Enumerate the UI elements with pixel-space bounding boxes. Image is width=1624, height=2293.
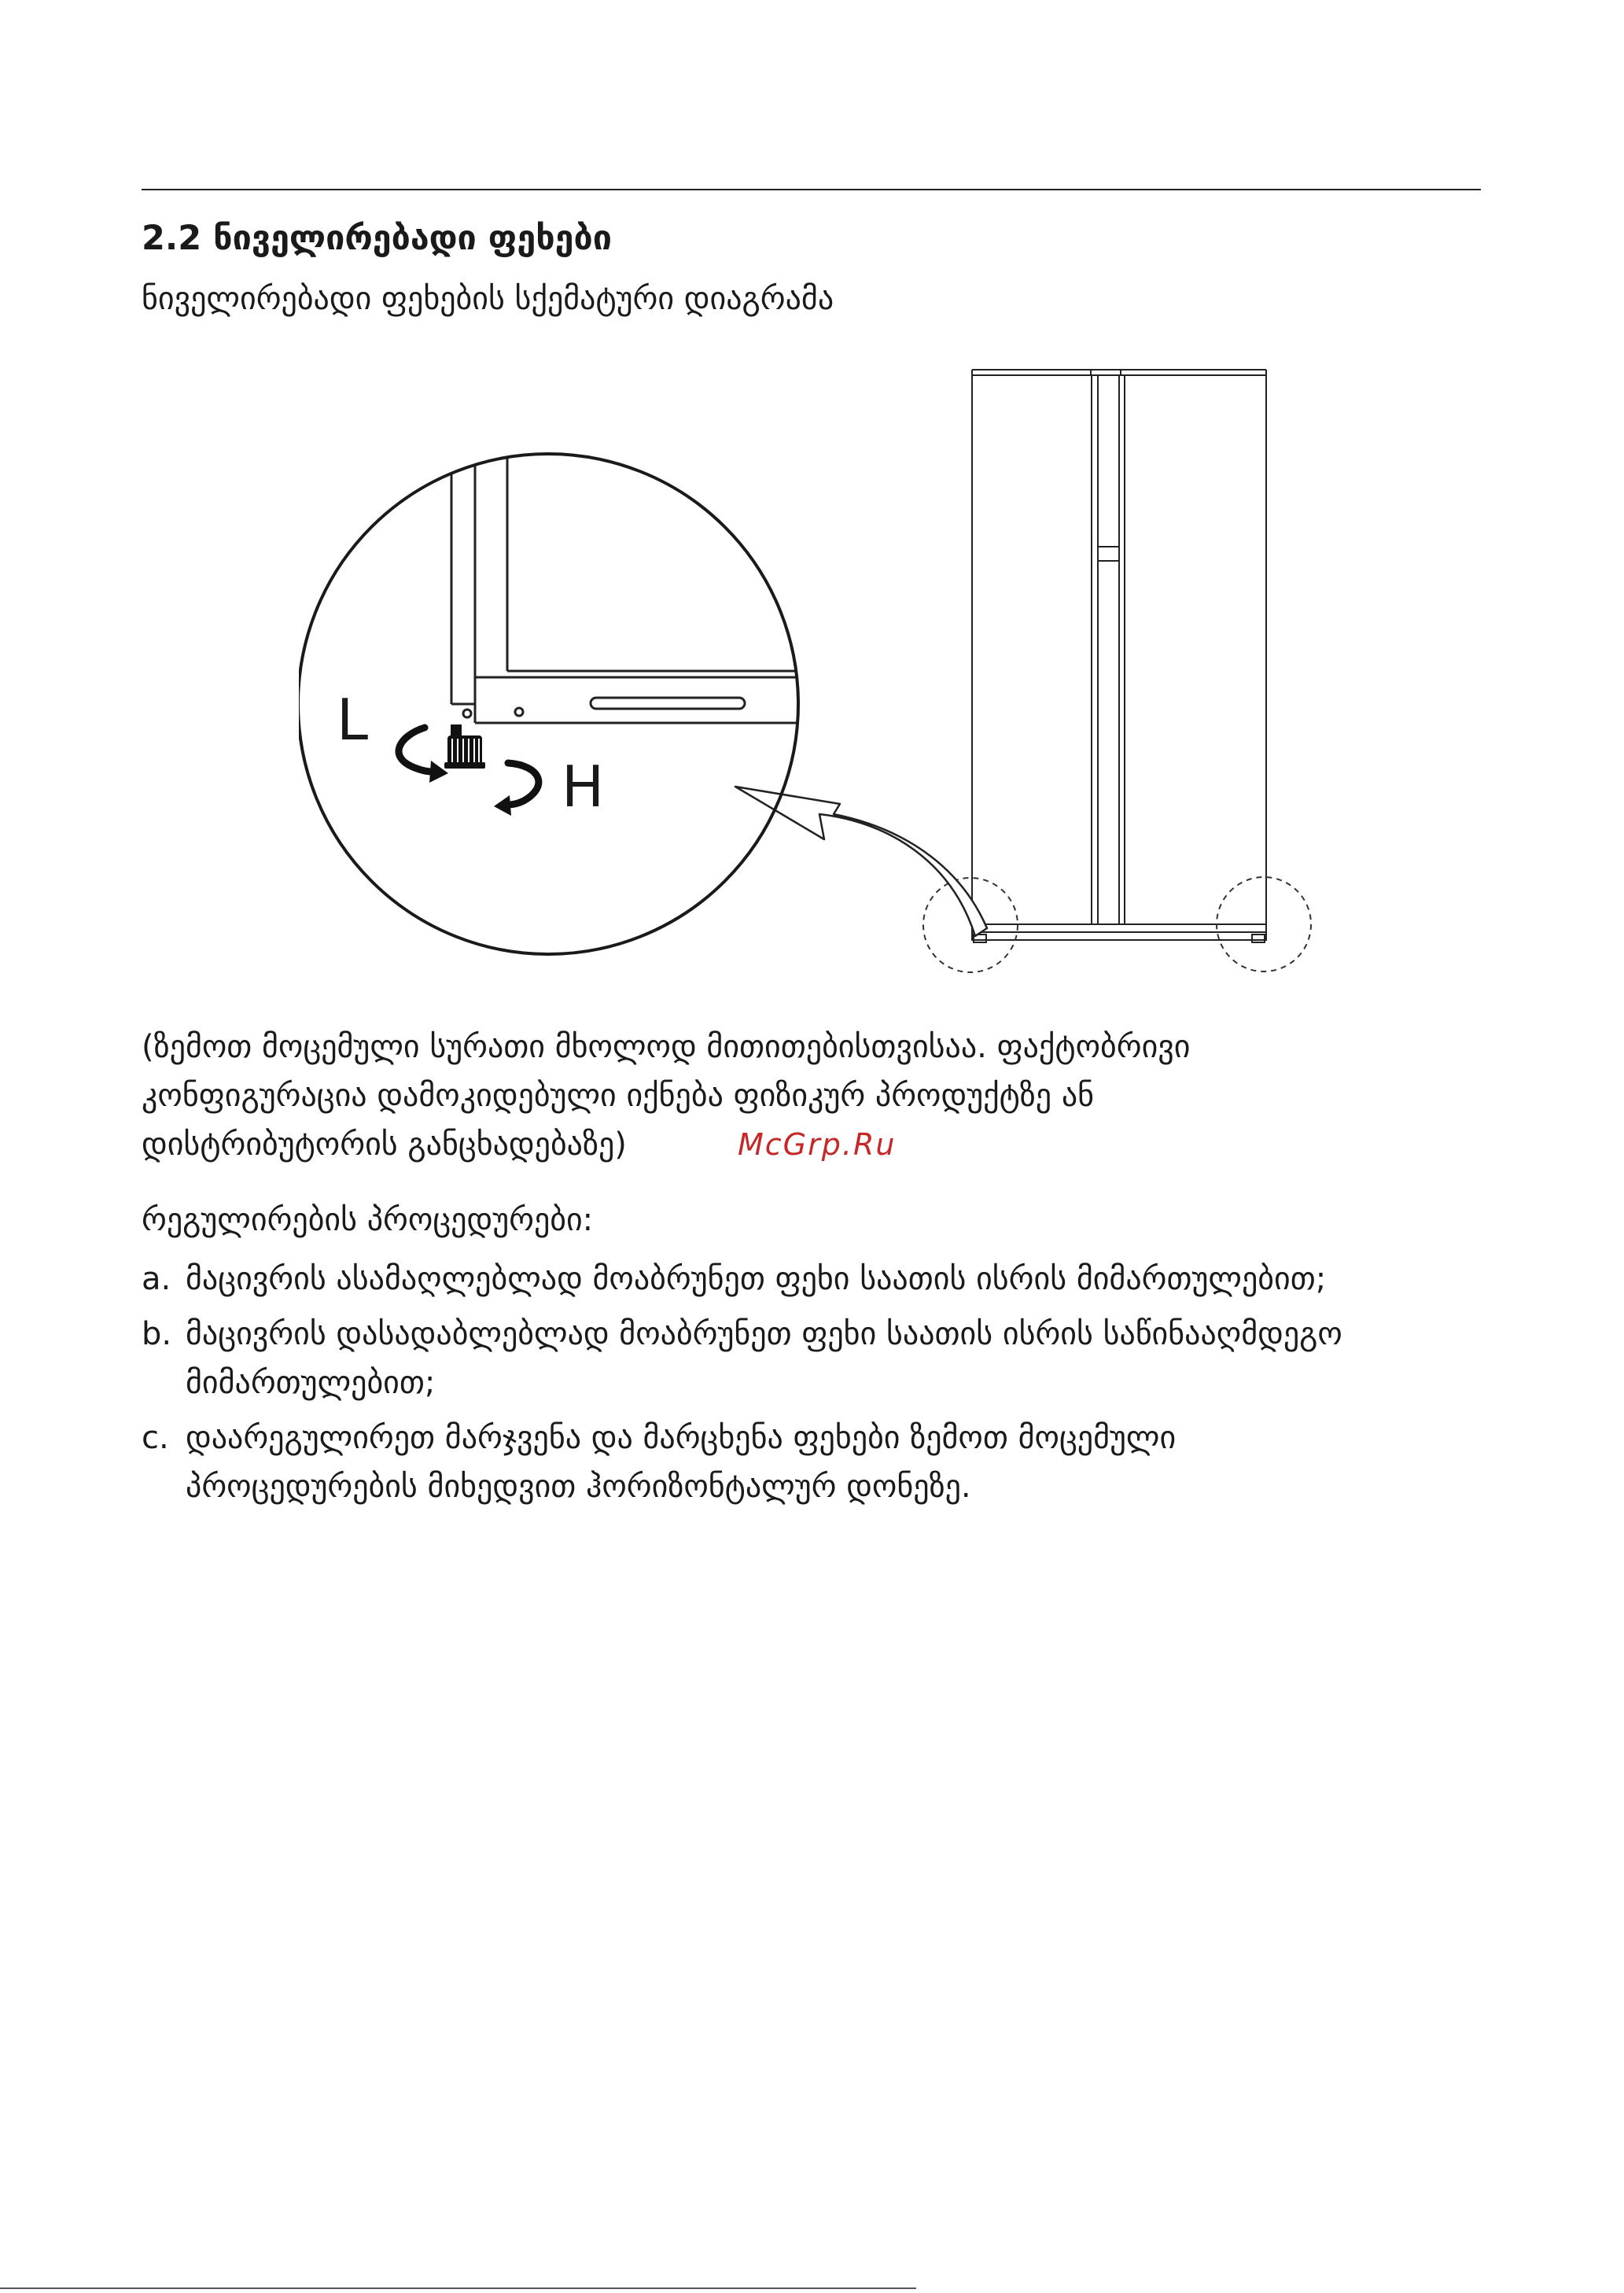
note-line: (ზემოთ მოცემული სურათი მხოლოდ მითითებისთვისაა. ფაქტობრივი [142, 1029, 1191, 1065]
diagram-subtitle: ნიველირებადი ფეხების სქემატური დიაგრამა [142, 281, 834, 317]
step-marker: a. [142, 1261, 171, 1297]
note-line: დისტრიბუტორის განცხადებაზე) [142, 1126, 627, 1163]
procedure-step-a [142, 1255, 1494, 1303]
foot-detail-view [451, 437, 818, 723]
step-line: მაცივრის ასამაღლებლად მოაბრუნეთ ფეხი საათის ისრის მიმართულებით; [186, 1261, 1327, 1297]
procedure-step-c [142, 1414, 1494, 1511]
procedure-step-b [142, 1310, 1494, 1407]
procedure-steps [142, 1255, 1494, 1517]
top-divider [142, 189, 1481, 190]
leveling-feet-diagram [299, 358, 1337, 979]
step-line: დაარეგულირეთ მარჯვენა და მარცხენა ფეხები ზემოთ მოცემული [186, 1420, 1177, 1456]
lower-label-l: L [337, 687, 369, 753]
raise-label-h: H [562, 754, 605, 820]
refrigerator-illustration [972, 370, 1266, 942]
step-line: მიმართულებით; [186, 1365, 436, 1401]
raise-rotation-arrow [508, 763, 539, 805]
step-line: პროცედურების მიხედვით ჰორიზონტალურ დონეზე. [186, 1469, 971, 1505]
pointer-arrow [735, 787, 987, 936]
step-marker: c. [142, 1420, 169, 1456]
step-line: მაცივრის დასადაბლებლად მოაბრუნეთ ფეხი საათის ისრის საწინააღმდეგო [186, 1316, 1342, 1352]
zoom-circle [299, 454, 798, 954]
step-marker: b. [142, 1316, 172, 1352]
section-title: 2.2 ნიველირებადი ფეხები [142, 219, 612, 258]
procedure-title: რეგულირების პროცედურები: [142, 1202, 594, 1238]
watermark-text: McGrp.Ru [738, 1127, 897, 1162]
adjustable-foot [444, 724, 485, 769]
bottom-divider [0, 2287, 916, 2289]
note-line: კონფიგურაცია დამოკიდებული იქნება ფიზიკურ პროდუქტზე ან [142, 1078, 1095, 1114]
lower-rotation-arrow [399, 728, 433, 772]
